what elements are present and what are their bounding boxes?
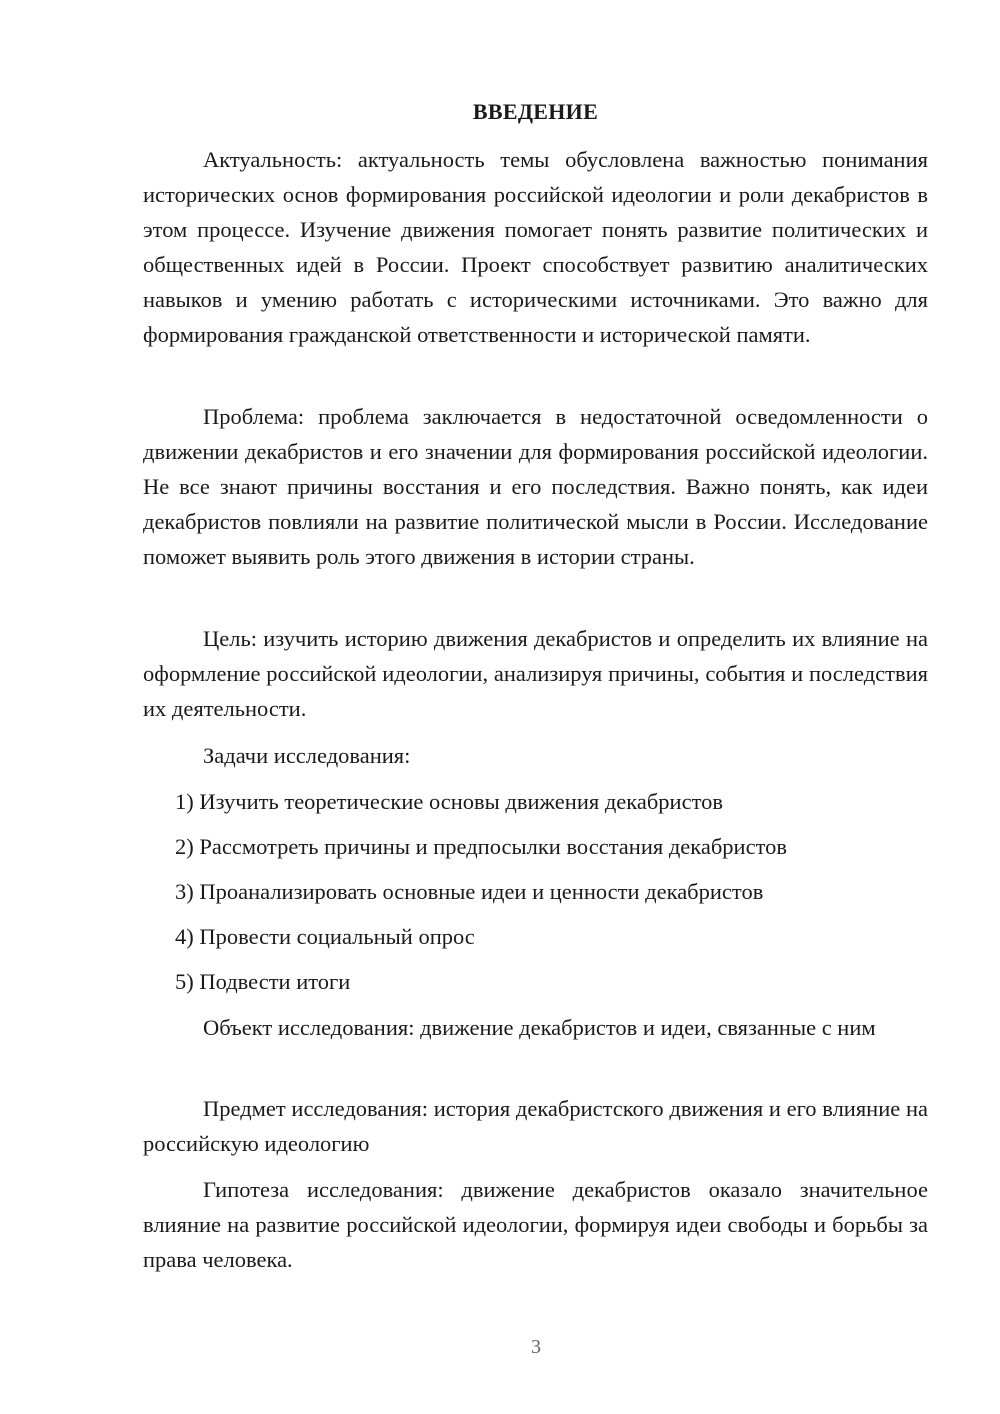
hypothesis-paragraph: Гипотеза исследования: движение декабристов оказало значительное влияние на развитие российской идеологии, формируя идеи свободы и борьбы за права человека. [143,1177,928,1272]
task-item-3: 3) Проанализировать основные идеи и ценности декабристов [175,879,764,904]
problem-paragraph-block [143,399,928,574]
task-item-5: 5) Подвести итоги [175,969,351,994]
relevance-paragraph: Актуальность: актуальность темы обусловлена важностью понимания исторических основ формирования российской идеологии и роли декабристов в этом процессе. Изучение движения помогает понять развитие политических и общественных идей в России. Проект способствует развитию аналитических навыков и умению работать с историческими источниками. Это важно для формирования гражданской ответственности и исторической памяти. [143,147,928,347]
task-item-1-block [143,784,928,819]
task-item-2-block [143,829,928,864]
task-item-4-block [143,919,928,954]
page-number: 3 [531,1336,541,1358]
subject-paragraph-block [143,1091,928,1161]
task-item-2: 2) Рассмотреть причины и предпосылки восстания декабристов [175,834,787,859]
object-paragraph-block [143,1010,928,1045]
task-item-3-block [143,874,928,909]
goal-paragraph: Цель: изучить историю движения декабристов и определить их влияние на оформление российской идеологии, анализируя причины, события и последствия их деятельности. [143,626,928,721]
tasks-title-block [143,738,928,773]
page-title: ВВЕДЕНИЕ [472,99,599,124]
relevance-paragraph-block [143,142,928,352]
task-item-4: 4) Провести социальный опрос [175,924,475,949]
subject-paragraph: Предмет исследования: история декабристского движения и его влияние на российскую идеологию [143,1096,928,1156]
tasks-title: Задачи исследования: [203,743,411,768]
problem-paragraph: Проблема: проблема заключается в недостаточной осведомленности о движении декабристов и его значении для формирования российской идеологии. Не все знают причины восстания и его последствия. Важно понять, как идеи декабристов повлияли на развитие политической мысли в России. Исследование поможет выявить роль этого движения в истории страны. [143,404,928,569]
goal-paragraph-block [143,621,928,726]
task-item-5-block [143,964,928,999]
hypothesis-paragraph-block [143,1172,928,1277]
task-item-1: 1) Изучить теоретические основы движения декабристов [175,789,723,814]
object-paragraph: Объект исследования: движение декабристов и идеи, связанные с ним [203,1015,876,1040]
